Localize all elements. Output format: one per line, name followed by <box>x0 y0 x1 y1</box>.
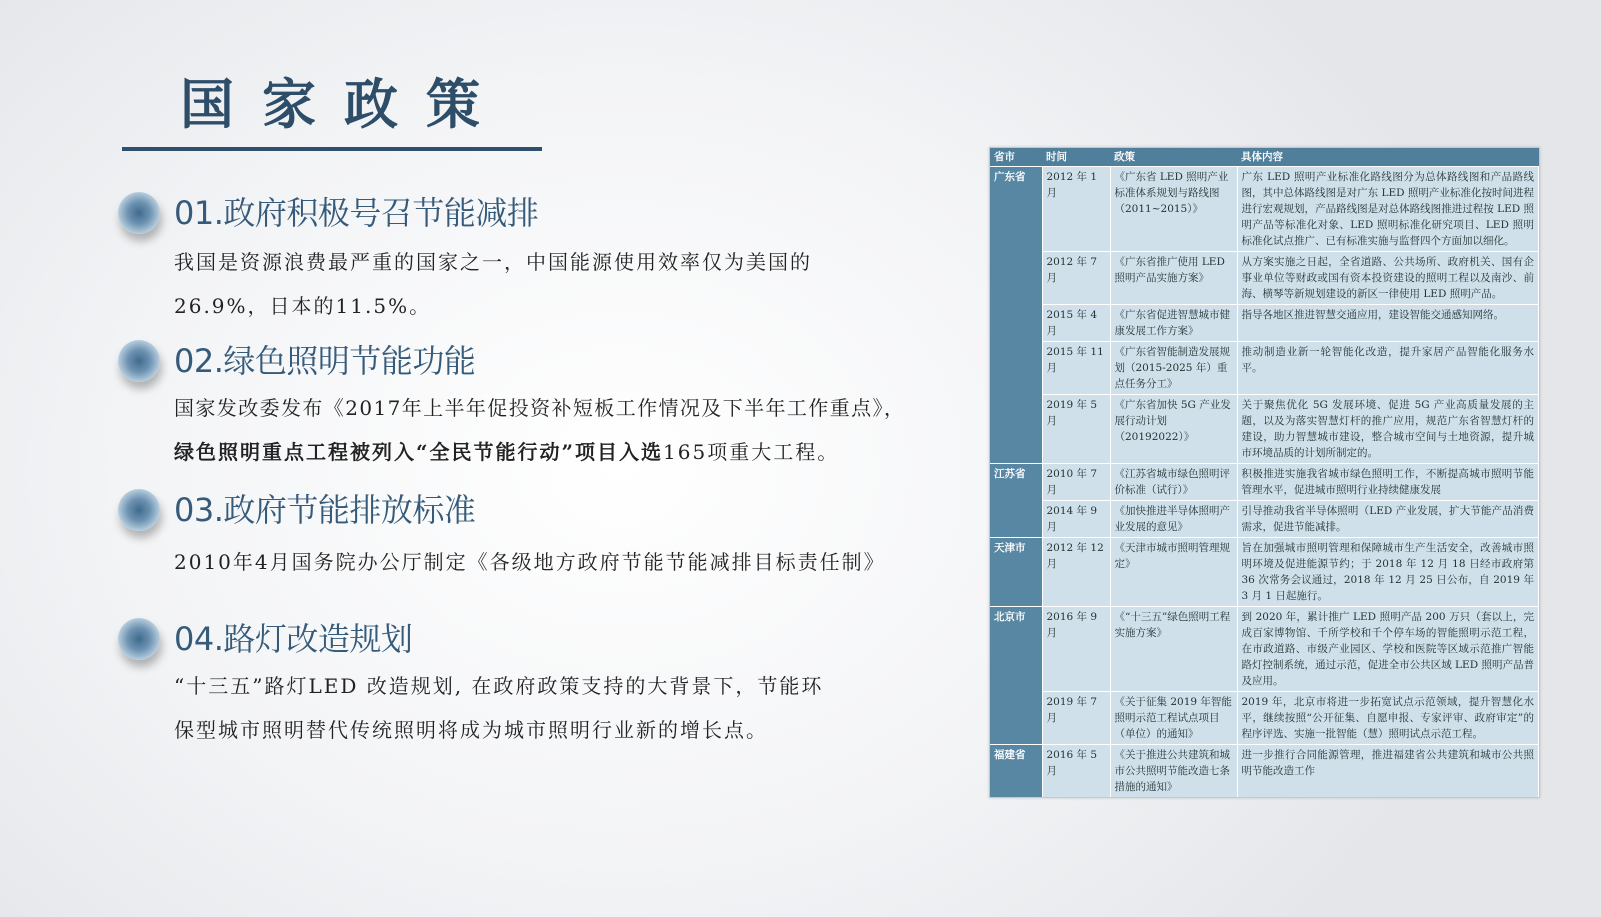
cell-policy: 《广东省智能制造发展规划（2015-2025 年）重点任务分工》 <box>1110 342 1237 395</box>
page-title: 国家政策 <box>180 73 508 136</box>
section-text-line: 保型城市照明替代传统照明将成为城市照明行业新的增长点。 <box>174 718 768 742</box>
table-row <box>990 538 1539 607</box>
cell-time: 2015 年 11 月 <box>1042 342 1110 395</box>
table-row <box>990 692 1539 745</box>
cell-time: 2014 年 9 月 <box>1042 501 1110 538</box>
section-text-line: 26.9%，日本的11.5%。 <box>174 294 432 318</box>
cell-time: 2016 年 9 月 <box>1042 607 1110 692</box>
bullet-icon <box>118 489 160 531</box>
policy-table-grid <box>990 148 1539 797</box>
section-3 <box>118 487 1018 587</box>
cell-content: 推动制造业新一轮智能化改造，提升家居产品智能化服务水平。 <box>1237 342 1539 395</box>
cell-province: 福建省 <box>990 745 1042 798</box>
cell-time: 2016 年 5 月 <box>1042 745 1110 798</box>
cell-time: 2010 年 7 月 <box>1042 464 1110 501</box>
cell-policy: 《广东省 LED 照明产业标准体系规划与路线图（2011~2015）》 <box>1110 167 1237 252</box>
table-row <box>990 252 1539 305</box>
section-1 <box>118 190 1018 330</box>
header-province: 省市 <box>990 148 1042 167</box>
cell-content: 关于聚焦优化 5G 发展环境、促进 5G 产业高质量发展的主题，以及为落实智慧灯杆的推广应用，规范广东省智慧灯杆的建设，助力智慧城市建设，整合城市空间与土地资源，提升城市环境品质的计划所制定的。 <box>1237 395 1539 464</box>
bullet-icon <box>118 340 160 382</box>
section-heading: 01.政府积极号召节能减排 <box>174 194 539 232</box>
cell-content: 2019 年，北京市将进一步拓宽试点示范领域，提升智慧化水平，继续按照“公开征集、自愿申报、专家评审、政府审定”的程序评选、实施一批智能（慧）照明试点示范工程。 <box>1237 692 1539 745</box>
cell-policy: 《广东省加快 5G 产业发展行动计划（20192022）》 <box>1110 395 1237 464</box>
cell-policy: 《广东省促进智慧城市健康发展工作方案》 <box>1110 305 1237 342</box>
cell-time: 2019 年 7 月 <box>1042 692 1110 745</box>
cell-time: 2012 年 12 月 <box>1042 538 1110 607</box>
cell-content: 引导推动我省半导体照明（LED 产业发展，扩大节能产品消费需求，促进节能减排。 <box>1237 501 1539 538</box>
section-text-bold: 绿色照明重点工程被列入“全民节能行动”项目入选 <box>174 440 664 464</box>
header-policy: 政策 <box>1110 148 1237 167</box>
section-text-line: 2010年4月国务院办公厅制定《各级地方政府节能节能减排目标责任制》 <box>174 550 886 574</box>
cell-province: 北京市 <box>990 607 1042 745</box>
cell-policy: 《关于推进公共建筑和城市公共照明节能改造七条措施的通知》 <box>1110 745 1237 798</box>
cell-content: 积极推进实施我省城市绿色照明工作，不断提高城市照明节能管理水平，促进城市照明行业持续健康发展 <box>1237 464 1539 501</box>
cell-province: 江苏省 <box>990 464 1042 538</box>
table-row <box>990 342 1539 395</box>
cell-policy: 《“十三五”绿色照明工程实施方案》 <box>1110 607 1237 692</box>
table-row <box>990 745 1539 798</box>
cell-policy: 《加快推进半导体照明产业发展的意见》 <box>1110 501 1237 538</box>
bullet-icon <box>118 192 160 234</box>
title-underline <box>122 147 542 151</box>
section-2 <box>118 338 1018 478</box>
table-row <box>990 501 1539 538</box>
section-text-line: “十三五”路灯LED 改造规划, 在政府政策支持的大背景下，节能环 <box>174 674 824 698</box>
cell-time: 2019 年 5 月 <box>1042 395 1110 464</box>
cell-content: 进一步推行合同能源管理，推进福建省公共建筑和城市公共照明节能改造工作 <box>1237 745 1539 798</box>
cell-content: 从方案实施之日起，全省道路、公共场所、政府机关、国有企事业单位等财政或国有资本投资建设的照明工程以及南沙、前海、横琴等新规划建设的新区一律使用 LED 照明产品。 <box>1237 252 1539 305</box>
section-text-line <box>174 430 1054 474</box>
policy-table <box>989 147 1540 798</box>
cell-content: 到 2020 年，累计推广 LED 照明产品 200 万只（套以上，完成百家博物馆、千所学校和千个停车场的智能照明示范工程，在市政道路、市级产业园区、学校和医院等区域示范推广智能路灯控制系统，通过示范，促进全市公共区域 LED 照明产品普及应用。 <box>1237 607 1539 692</box>
section-text-tail: 165项重大工程。 <box>663 440 840 464</box>
cell-time: 2012 年 1 月 <box>1042 167 1110 252</box>
section-heading: 04.路灯改造规划 <box>174 620 413 658</box>
section-text-line: 国家发改委发布《2017年上半年促投资补短板工作情况及下半年工作重点》， <box>174 396 906 420</box>
section-text-line: 我国是资源浪费最严重的国家之一，中国能源使用效率仅为美国的 <box>174 250 812 274</box>
table-row <box>990 167 1539 252</box>
cell-province: 天津市 <box>990 538 1042 607</box>
cell-time: 2015 年 4 月 <box>1042 305 1110 342</box>
table-row <box>990 395 1539 464</box>
cell-policy: 《天津市城市照明管理规定》 <box>1110 538 1237 607</box>
section-heading: 02.绿色照明节能功能 <box>174 342 476 380</box>
cell-province: 广东省 <box>990 167 1042 464</box>
cell-policy: 《江苏省城市绿色照明评价标准（试行）》 <box>1110 464 1237 501</box>
section-4 <box>118 616 1018 756</box>
bullet-icon <box>118 618 160 660</box>
table-body <box>990 167 1539 798</box>
table-row <box>990 464 1539 501</box>
header-time: 时间 <box>1042 148 1110 167</box>
cell-content: 广东 LED 照明产业标准化路线图分为总体路线图和产品路线图，其中总体路线图是对广东 LED 照明产业标准化按时间进程进行宏观规划，产品路线图是对总体路线图推进过程按 LED 照明产品等标准化对象、LED 照明标准化研究项目、LED 照明标准化试点推广、已有标准实施与监督四个方面加以细化。 <box>1237 167 1539 252</box>
cell-policy: 《关于征集 2019 年智能照明示范工程试点项目（单位）的通知》 <box>1110 692 1237 745</box>
cell-content: 指导各地区推进智慧交通应用，建设智能交通感知网络。 <box>1237 305 1539 342</box>
cell-content: 旨在加强城市照明管理和保障城市生产生活安全，改善城市照明环境及促进能源节约；于 2018 年 12 月 18 日经市政府第 36 次常务会议通过，2018 年 12 月 25 日公布，自 2019 年 3 月 1 日起施行。 <box>1237 538 1539 607</box>
header-content: 具体内容 <box>1237 148 1539 167</box>
cell-policy: 《广东省推广使用 LED 照明产品实施方案》 <box>1110 252 1237 305</box>
section-heading: 03.政府节能排放标准 <box>174 491 476 529</box>
table-row <box>990 305 1539 342</box>
table-row <box>990 607 1539 692</box>
table-header-row <box>990 148 1539 167</box>
cell-time: 2012 年 7 月 <box>1042 252 1110 305</box>
